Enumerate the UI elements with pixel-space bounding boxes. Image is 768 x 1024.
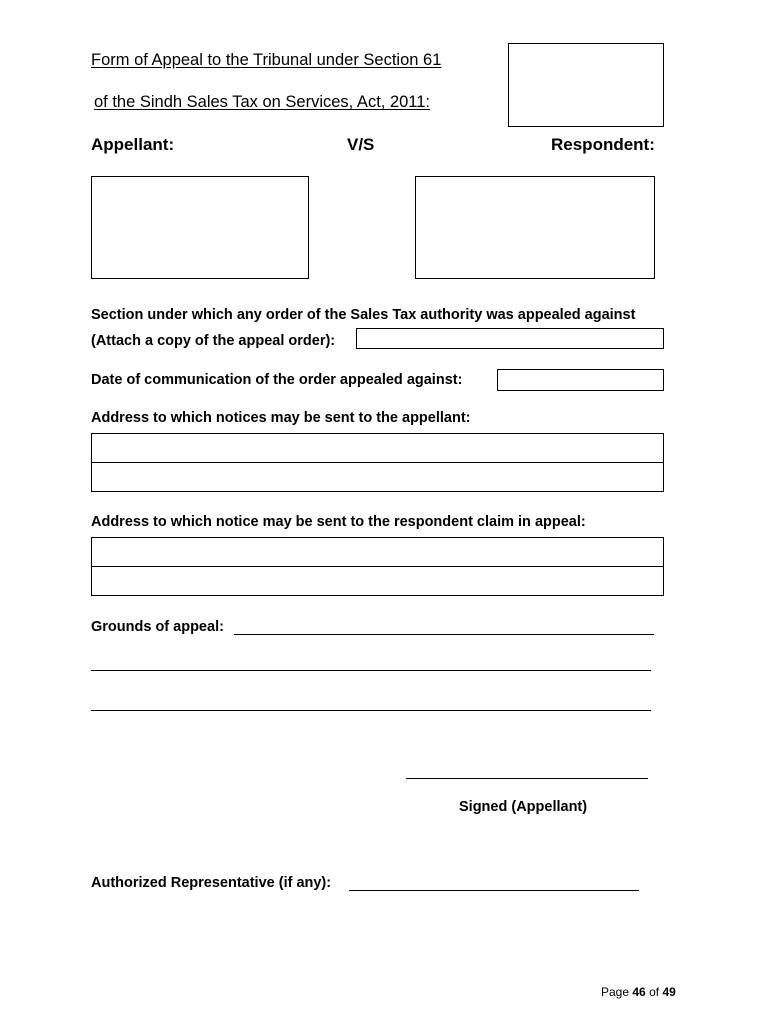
signature-line[interactable]	[406, 778, 648, 779]
grounds-line-2[interactable]	[91, 670, 651, 671]
page-number	[601, 986, 676, 998]
representative-line[interactable]	[349, 890, 639, 891]
current-page-number: 46	[632, 985, 646, 999]
form-title-line-2: of the Sindh Sales Tax on Services, Act, 2011:	[94, 93, 431, 111]
date-label: Date of communication of the order appealed against:	[91, 372, 463, 388]
appellant-label: Appellant:	[91, 135, 175, 154]
appellant-address-label: Address to which notices may be sent to the appellant:	[91, 410, 471, 426]
grounds-line-1[interactable]	[234, 634, 654, 635]
section-label-line-2: (Attach a copy of the appeal order):	[91, 333, 336, 349]
versus-label: V/S	[347, 135, 375, 154]
date-field[interactable]	[497, 369, 664, 391]
respondent-address-field-2[interactable]	[91, 566, 664, 596]
respondent-label: Respondent:	[551, 135, 655, 154]
grounds-label: Grounds of appeal:	[91, 619, 224, 635]
appellant-address-field-1[interactable]	[91, 433, 664, 463]
respondent-address-field-1[interactable]	[91, 537, 664, 567]
appellant-address-field-2[interactable]	[91, 462, 664, 492]
form-title-line-1: Form of Appeal to the Tribunal under Section 61	[91, 51, 442, 69]
grounds-line-3[interactable]	[91, 710, 651, 711]
section-label-line-1: Section under which any order of the Sales Tax authority was appealed against	[91, 307, 636, 323]
of-word: of	[649, 985, 660, 999]
section-field[interactable]	[356, 328, 664, 349]
respondent-address-label: Address to which notice may be sent to the respondent claim in appeal:	[91, 514, 586, 530]
representative-label: Authorized Representative (if any):	[91, 875, 332, 891]
page-word: Page	[601, 985, 630, 999]
respondent-box[interactable]	[415, 176, 655, 279]
signed-appellant-label: Signed (Appellant)	[459, 799, 588, 815]
total-pages-number: 49	[662, 985, 676, 999]
photo-box[interactable]	[508, 43, 664, 127]
appellant-box[interactable]	[91, 176, 309, 279]
